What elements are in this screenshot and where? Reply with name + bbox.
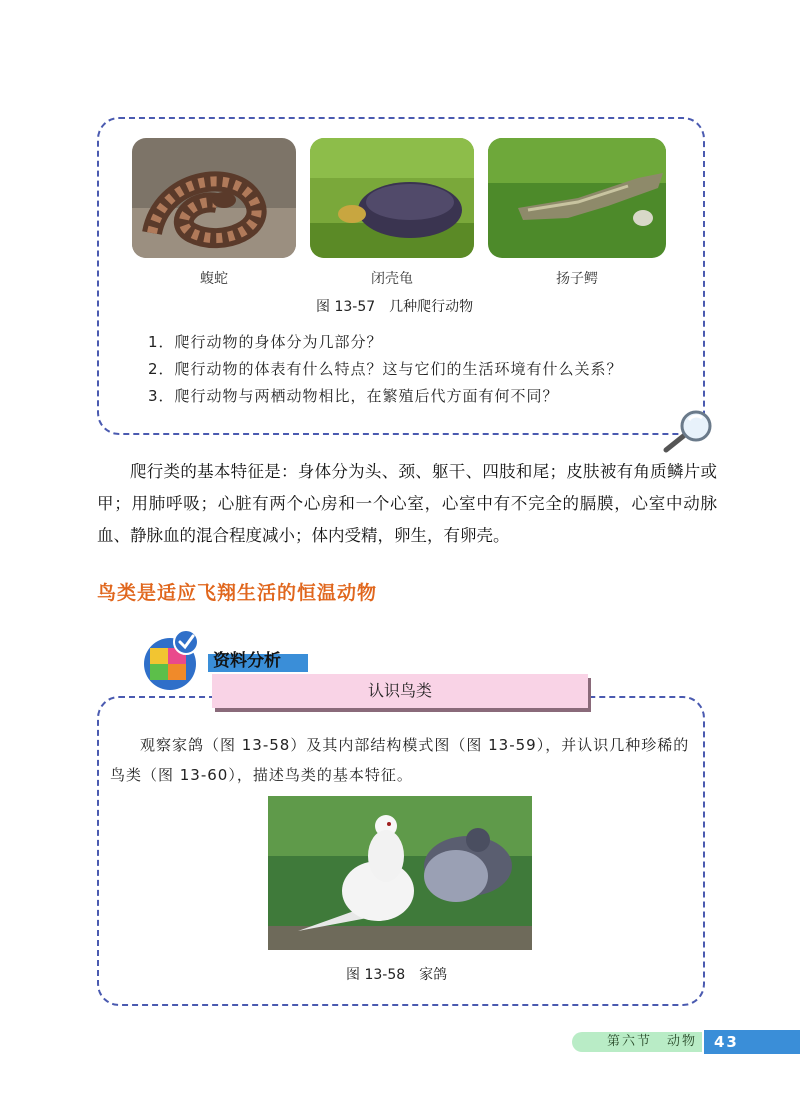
caption-pit-viper: 蝮蛇 — [200, 271, 228, 287]
magnifier-icon — [658, 406, 718, 456]
activity-intro-text: 观察家鸽（图 13-58）及其内部结构模式图（图 13-59），并认识几种珍稀的鸟类（图 13-60），描述鸟类的基本特征。 — [110, 736, 690, 784]
figure-58-caption: 图 13-58 家鸽 — [346, 967, 448, 983]
alligator-image — [488, 138, 666, 258]
activity-title: 认识鸟类 — [367, 681, 432, 700]
reptile-summary-text: 爬行类的基本特征是：身体分为头、颈、躯干、四肢和尾；皮肤被有角质鳞片或甲；用肺呼吸；心脏有两个心房和一个心室，心室中有不完全的膈膜，心室中动脉血、静脉血的混合程度减小；体内受精，卵生，有卵壳。 — [97, 462, 717, 545]
caption-alligator: 扬子鳄 — [556, 271, 598, 287]
snake-image — [132, 138, 296, 258]
question-3: 3．爬行动物与两栖动物相比，在繁殖后代方面有何不同？ — [148, 387, 559, 405]
activity-title-ribbon — [212, 674, 588, 708]
pigeon-image — [268, 796, 532, 950]
question-1: 1．爬行动物的身体分为几部分？ — [148, 333, 383, 351]
activity-intro — [110, 730, 690, 790]
question-2: 2．爬行动物的体表有什么特点？这与它们的生活环境有什么关系？ — [148, 360, 623, 378]
activity-label: 资料分析 — [213, 651, 281, 671]
photo-pigeons — [268, 796, 532, 950]
caption-box-turtle: 闭壳龟 — [371, 271, 413, 287]
section-heading: 鸟类是适应飞翔生活的恒温动物 — [97, 582, 378, 604]
reptile-summary-paragraph — [97, 456, 717, 552]
turtle-image — [310, 138, 474, 258]
photo-box-turtle — [310, 138, 474, 258]
puzzle-check-icon — [136, 626, 208, 692]
figure-57-caption: 图 13-57 几种爬行动物 — [316, 299, 474, 315]
page-number: 43 — [704, 1030, 800, 1054]
photo-pit-viper — [132, 138, 296, 258]
footer-section-label: 第六节 动物 — [607, 1034, 698, 1049]
photo-chinese-alligator — [488, 138, 666, 258]
